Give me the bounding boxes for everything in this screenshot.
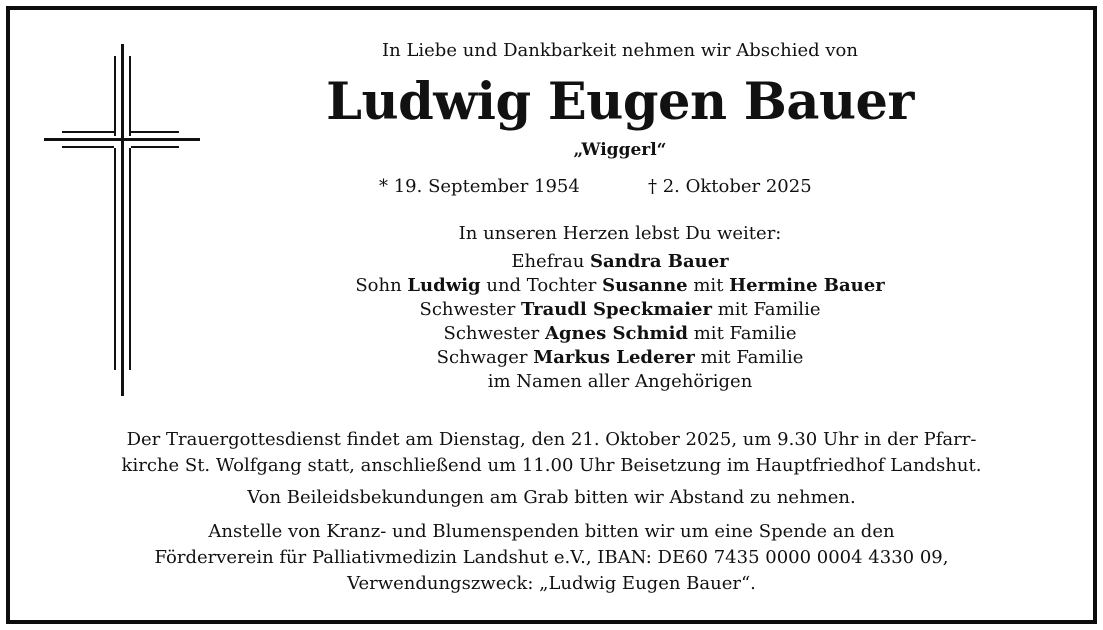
family-line — [260, 322, 980, 346]
family-line — [260, 346, 980, 370]
birth-date: * 19. September 1954 — [379, 176, 580, 197]
death-date: † 2. Oktober 2025 — [648, 176, 812, 197]
donation-line: Anstelle von Kranz- und Blumenspenden bitten wir um eine Spende an den — [208, 521, 895, 542]
condolence-paragraph — [20, 485, 1083, 511]
service-paragraph — [20, 427, 1083, 479]
service-line: kirche St. Wolfgang statt, anschließend um 11.00 Uhr Beisetzung im Hauptfriedhof Landshut. — [121, 455, 982, 476]
donation-paragraph — [20, 519, 1083, 597]
family-line-text: und Tochter — [480, 275, 603, 296]
family-line — [260, 298, 980, 322]
family-line-text: mit — [687, 275, 730, 296]
family-member-name: Agnes Schmid — [545, 323, 689, 344]
family-member-name: Traudl Speckmaier — [521, 299, 712, 320]
family-heading: In unseren Herzen lebst Du weiter: — [458, 223, 782, 244]
family-line-text: mit Familie — [688, 323, 797, 344]
family-member-name: Hermine Bauer — [729, 275, 885, 296]
family-line-text: Schwager — [436, 347, 534, 368]
service-line: Der Trauergottesdienst findet am Dienstag, den 21. Oktober 2025, um 9.30 Uhr in der Pfarr- — [126, 429, 977, 450]
family-list — [260, 222, 980, 394]
christian-cross-icon — [44, 44, 200, 396]
family-member-name: Ludwig — [407, 275, 481, 296]
condolence-line: Von Beileidsbekundungen am Grab bitten wir Abstand zu nehmen. — [247, 487, 856, 508]
family-line-text: Schwester — [443, 323, 545, 344]
family-member-name: Markus Lederer — [533, 347, 695, 368]
family-member-name: Susanne — [602, 275, 688, 296]
family-line — [260, 370, 980, 394]
intro-text: In Liebe und Dankbarkeit nehmen wir Abschied von — [382, 40, 858, 61]
family-line — [260, 274, 980, 298]
family-line-text: mit Familie — [694, 347, 804, 368]
family-line — [260, 250, 980, 274]
family-line-text: Schwester — [419, 299, 522, 320]
donation-line: Förderverein für Palliativmedizin Landshut e.V., IBAN: DE60 7435 0000 0004 4330 09, — [154, 547, 949, 568]
deceased-nickname: „Wiggerl“ — [573, 140, 667, 160]
family-line-text: Ehefrau — [511, 251, 591, 272]
deceased-name: Ludwig Eugen Bauer — [326, 72, 914, 132]
family-line-text: mit Familie — [711, 299, 821, 320]
family-line-text: im Namen aller Angehörigen — [487, 371, 753, 392]
family-member-name: Sandra Bauer — [590, 251, 729, 272]
donation-line: Verwendungszweck: „Ludwig Eugen Bauer“. — [347, 573, 756, 594]
family-line-text: Sohn — [355, 275, 408, 296]
